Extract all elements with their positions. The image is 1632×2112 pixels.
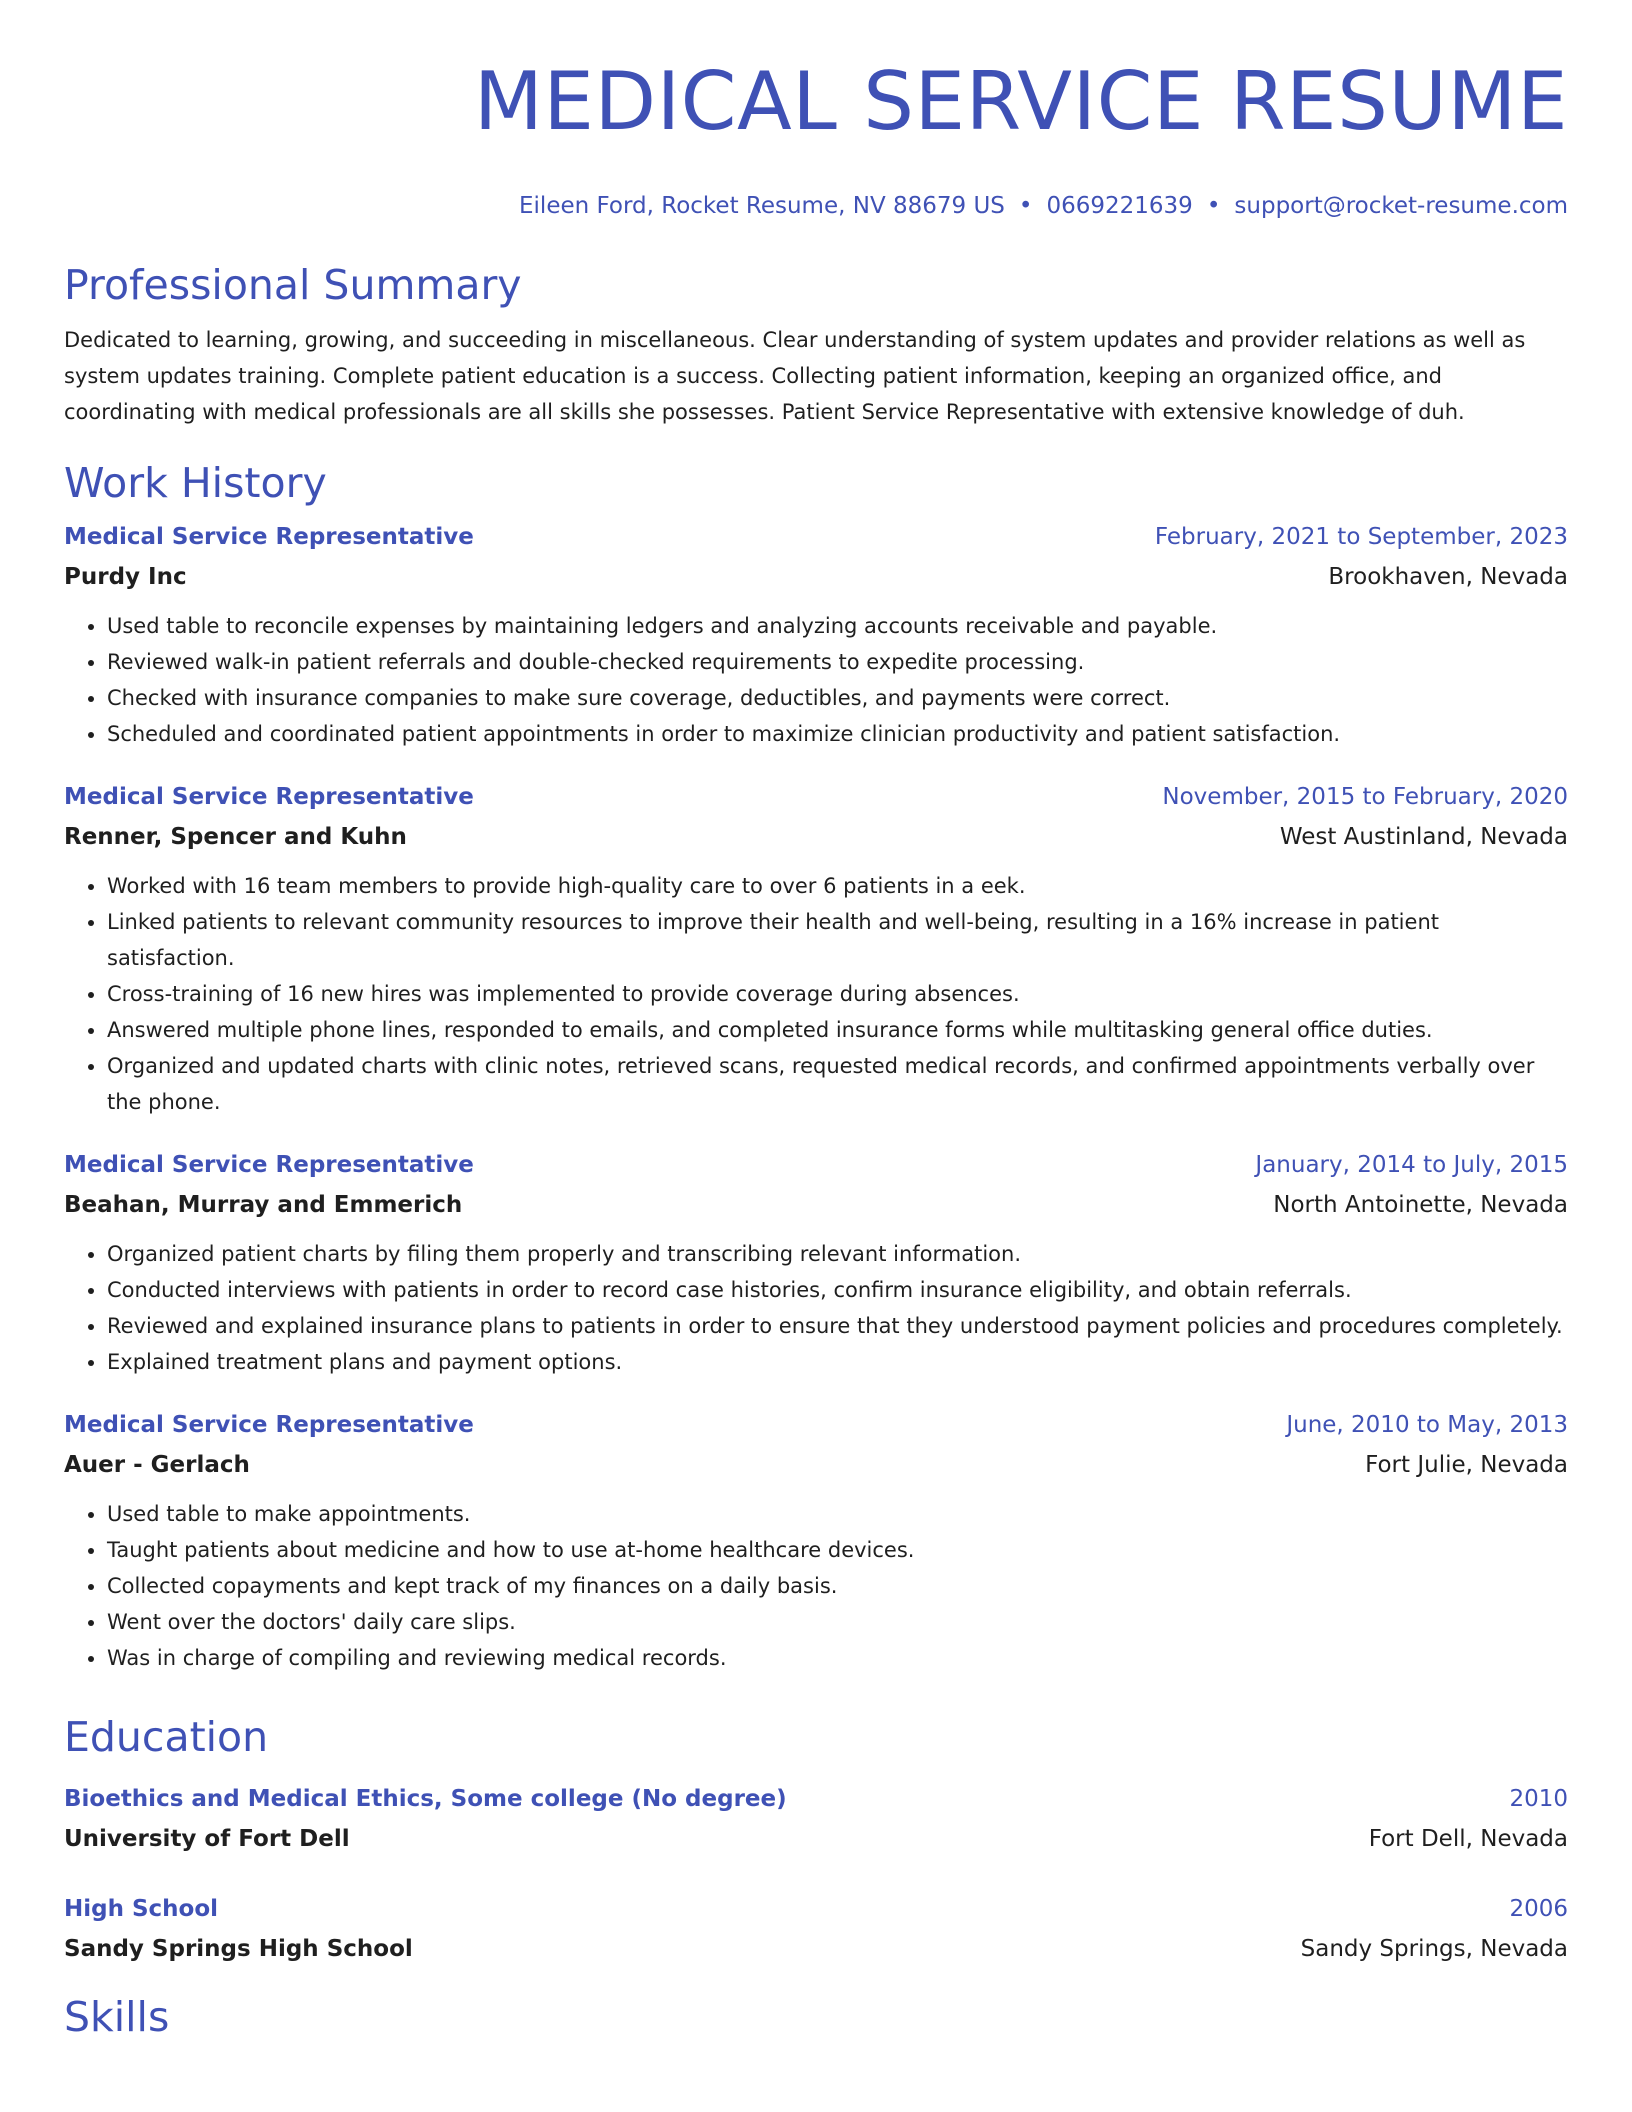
education-degree: Bioethics and Medical Ethics, Some college (No degree) [64, 1786, 787, 1812]
education-entry [64, 1784, 1568, 1854]
education-heading: Education [64, 1713, 269, 1761]
job-company: Renner, Spencer and Kuhn [64, 824, 407, 850]
education-degree: High School [64, 1896, 219, 1922]
job-dates: January, 2014 to July, 2015 [1255, 1152, 1568, 1178]
job-bullet: • Reviewed and explained insurance plans to patients in order to ensure that they understood payment policies and procedures completely. [107, 1308, 1568, 1344]
job-location: Brookhaven, Nevada [1328, 564, 1568, 590]
job-dates: February, 2021 to September, 2023 [1154, 524, 1568, 550]
job-role: Medical Service Representative [64, 1152, 474, 1178]
job-role: Medical Service Representative [64, 1412, 474, 1438]
education-school: University of Fort Dell [64, 1826, 350, 1852]
education-school: Sandy Springs High School [64, 1936, 413, 1962]
job-bullet: • Scheduled and coordinated patient appointments in order to maximize clinician productivity and patient satisfaction. [107, 716, 1568, 752]
job-company: Purdy Inc [64, 564, 187, 590]
job-bullet: • Organized and updated charts with clinic notes, retrieved scans, requested medical records, and confirmed appointments verbally over the phone. [107, 1048, 1568, 1120]
job-bullet: • Went over the doctors' daily care slips. [107, 1604, 1568, 1640]
job-bullet: • Organized patient charts by filing them properly and transcribing relevant information. [107, 1236, 1568, 1272]
summary-text: Dedicated to learning, growing, and succeeding in miscellaneous. Clear understanding of system updates and provider relations as well as system updates training. Complete patient education is a success. Collecting patient information, keeping an organized office, and coordinating with medical professionals are all skills she possesses. Patient Service Representative with extensive knowledge of duh. [64, 328, 1526, 424]
job-dates: November, 2015 to February, 2020 [1162, 784, 1568, 810]
contact-separator: • [1018, 193, 1033, 219]
job-bullets [64, 1496, 1568, 1676]
job-bullets [64, 1236, 1568, 1380]
job-bullets [64, 608, 1568, 752]
job-bullet: • Answered multiple phone lines, responded to emails, and completed insurance forms while multitasking general office duties. [107, 1012, 1568, 1048]
job-bullet: • Taught patients about medicine and how to use at-home healthcare devices. [107, 1532, 1568, 1568]
work-history-heading: Work History [64, 459, 327, 507]
contact-phone: 0669221639 [1046, 193, 1193, 219]
job-bullet: • Worked with 16 team members to provide high-quality care to over 6 patients in a eek. [107, 868, 1568, 904]
job-bullet: • Used table to reconcile expenses by maintaining ledgers and analyzing accounts receivable and payable. [107, 608, 1568, 644]
contact-separator: • [1206, 193, 1221, 219]
contact-address: Eileen Ford, Rocket Resume, NV 88679 US [519, 193, 1005, 219]
job-role: Medical Service Representative [64, 524, 474, 550]
job-bullet: • Linked patients to relevant community resources to improve their health and well-being, resulting in a 16% increase in patient satisfaction. [107, 904, 1568, 976]
job-company: Auer - Gerlach [64, 1452, 250, 1478]
contact-email: support@rocket-resume.com [1234, 193, 1568, 219]
job-bullet: • Was in charge of compiling and reviewing medical records. [107, 1640, 1568, 1676]
education-location: Fort Dell, Nevada [1368, 1826, 1568, 1852]
job-bullet: • Collected copayments and kept track of my finances on a daily basis. [107, 1568, 1568, 1604]
skills-heading: Skills [64, 1993, 170, 2041]
job-role: Medical Service Representative [64, 784, 474, 810]
job-bullets [64, 868, 1568, 1120]
education-entry [64, 1894, 1568, 1964]
job-location: West Austinland, Nevada [1279, 824, 1568, 850]
education-year: 2010 [1509, 1786, 1568, 1812]
job-entry [64, 1150, 1568, 1380]
job-bullet: • Conducted interviews with patients in order to record case histories, confirm insurance eligibility, and obtain referrals. [107, 1272, 1568, 1308]
job-bullet: • Checked with insurance companies to make sure coverage, deductibles, and payments were correct. [107, 680, 1568, 716]
summary-heading: Professional Summary [64, 261, 522, 309]
job-bullet: • Explained treatment plans and payment options. [107, 1344, 1568, 1380]
job-bullet: • Used table to make appointments. [107, 1496, 1568, 1532]
education-year: 2006 [1509, 1896, 1568, 1922]
job-entry [64, 782, 1568, 1120]
contact-line [64, 192, 1568, 220]
job-dates: June, 2010 to May, 2013 [1286, 1412, 1568, 1438]
job-entry [64, 522, 1568, 752]
resume-title: MEDICAL SERVICE RESUME [473, 55, 1568, 148]
job-location: Fort Julie, Nevada [1365, 1452, 1568, 1478]
job-location: North Antoinette, Nevada [1273, 1192, 1568, 1218]
job-bullet: • Cross-training of 16 new hires was implemented to provide coverage during absences. [107, 976, 1568, 1012]
education-location: Sandy Springs, Nevada [1300, 1936, 1568, 1962]
job-bullet: • Reviewed walk-in patient referrals and double-checked requirements to expedite processing. [107, 644, 1568, 680]
job-entry [64, 1410, 1568, 1676]
job-company: Beahan, Murray and Emmerich [64, 1192, 463, 1218]
